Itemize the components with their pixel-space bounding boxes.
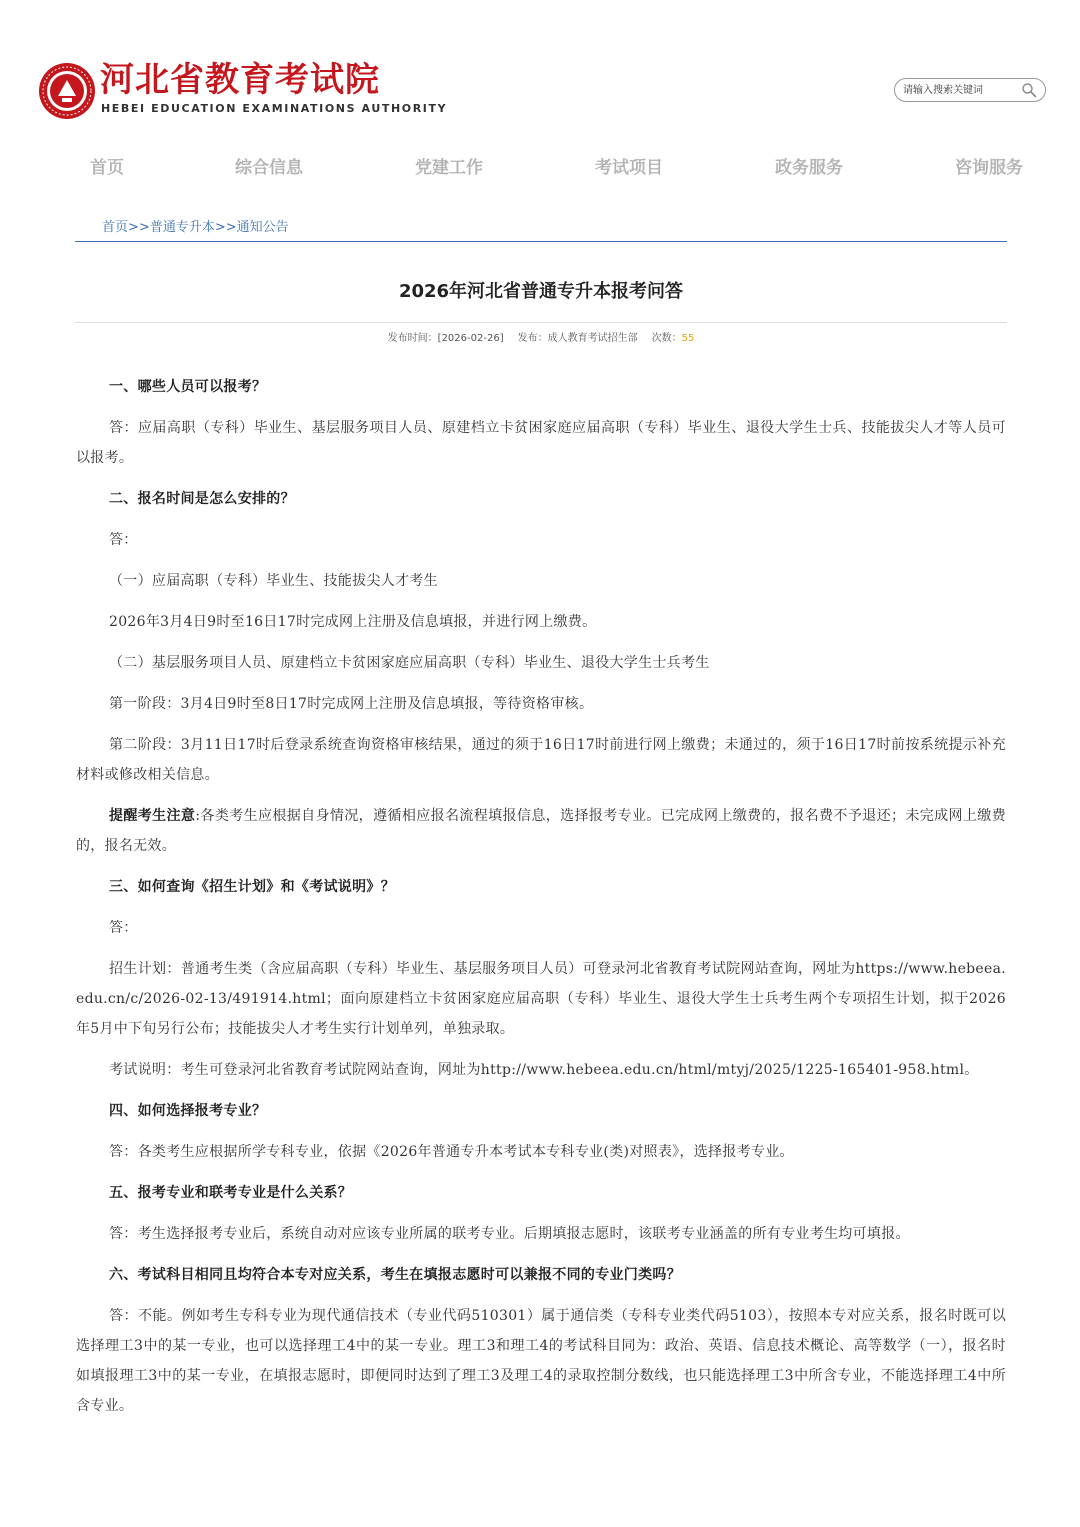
answer-3-label: 答： [109, 920, 138, 936]
question-1: 一、哪些人员可以报考？ [109, 379, 267, 395]
nav-consulting-services[interactable]: 咨询服务 [955, 158, 1023, 178]
title-divider [75, 322, 1007, 323]
reminder-label: 提醒考生注意 [109, 808, 196, 824]
answer-2-label: 答： [109, 532, 138, 548]
answer-1: 答：应届高职（专科）毕业生、基层服务项目人员、原建档立卡贫困家庭应届高职（专科）毕业生、退役大学生士兵、技能拔尖人才等人员可以报考。 [76, 420, 1006, 466]
answer-5: 答：考生选择报考专业后，系统自动对应该专业所属的联考专业。后期填报志愿时，该联考专业涵盖的所有专业考生均可填报。 [109, 1226, 910, 1242]
reminder-text: :各类考生应根据自身情况，遵循相应报名流程填报信息，选择报考专业。已完成网上缴费的，报名费不予退还；未完成网上缴费的，报名无效。 [76, 808, 1006, 854]
site-header [0, 0, 1080, 130]
authority-seal-logo[interactable] [38, 62, 96, 120]
publisher-label: 发布： [517, 333, 548, 344]
breadcrumb [102, 218, 289, 238]
article-body [76, 372, 1006, 1432]
main-nav [0, 150, 1080, 186]
question-6: 六、考试科目相同且均符合本专对应关系，考生在填报志愿时可以兼报不同的专业门类吗？ [109, 1267, 681, 1283]
answer-3-exam-description: 考试说明：考生可登录河北省教育考试院网站查询，网址为http://www.hebeea.edu.cn/html/mtyj/2025/1225-165401-958.html。 [109, 1062, 979, 1078]
publisher: 成人教育考试招生部 [547, 333, 638, 344]
search-box [894, 78, 1046, 102]
nav-government-services[interactable]: 政务服务 [775, 158, 843, 178]
nav-party-work[interactable]: 党建工作 [415, 158, 483, 178]
question-5: 五、报考专业和联考专业是什么关系？ [109, 1185, 353, 1201]
answer-2-stage-1: 第一阶段：3月4日9时至8日17时完成网上注册及信息填报，等待资格审核。 [109, 696, 594, 712]
search-icon[interactable] [1021, 82, 1037, 98]
view-count-label: 次数： [651, 333, 682, 344]
answer-2-group-1-time: 2026年3月4日9时至16日17时完成网上注册及信息填报，并进行网上缴费。 [109, 614, 597, 630]
publish-time-label: 发布时间： [387, 333, 438, 344]
question-3: 三、如何查询《招生计划》和《考试说明》？ [109, 879, 395, 895]
answer-2-group-1: （一）应届高职（专科）毕业生、技能拔尖人才考生 [109, 573, 438, 589]
search-input[interactable] [903, 81, 1021, 99]
breadcrumb-separator: >> [214, 220, 237, 235]
article-title: 2026年河北省普通专升本报考问答 [398, 281, 684, 302]
nav-home[interactable]: 首页 [90, 158, 124, 178]
site-title-english: HEBEI EDUCATION EXAMINATIONS AUTHORITY [101, 102, 448, 115]
answer-2-stage-2: 第二阶段：3月11日17时后登录系统查询资格审核结果，通过的须于16日17时前进行网上缴费；未通过的，须于16日17时前按系统提示补充材料或修改相关信息。 [76, 737, 1006, 783]
view-count: 55 [681, 333, 695, 344]
breadcrumb-home[interactable]: 首页 [102, 220, 129, 235]
article-meta [75, 330, 1007, 348]
publish-time: [2026-02-26] [437, 333, 504, 344]
answer-6: 答：不能。例如考生专科专业为现代通信技术（专业代码510301）属于通信类（专科专业类代码5103），按照本专对应关系，报名时既可以选择理工3中的某一专业，也可以选择理工4中的某一专业。理工3和理工4的考试科目同为：政治、英语、信息技术概论、高等数学（一），报名时如填报理工3中的某一专业，在填报志愿时，即便同时达到了理工3及理工4的录取控制分数线，也只能选择理工3中所含专业，不能选择理工4中所含专业。 [76, 1308, 1006, 1414]
nav-exam-programs[interactable]: 考试项目 [595, 158, 663, 178]
answer-4: 答：各类考生应根据所学专科专业，依据《2026年普通专升本考试本专科专业(类)对照表》，选择报考专业。 [109, 1144, 794, 1160]
nav-general-info[interactable]: 综合信息 [235, 158, 303, 178]
breadcrumb-notices[interactable]: 通知公告 [236, 220, 289, 235]
site-title[interactable]: 河北省教育考试院 [100, 60, 380, 100]
answer-3-plan: 招生计划：普通考生类（含应届高职（专科）毕业生、基层服务项目人员）可登录河北省教育考试院网站查询，网址为https://www.hebeea.edu.cn/c/2026-02-13/491914.html；面向原建档立卡贫困家庭应届高职（专科）毕业生、退役大学生士兵考生两个专项招生计划，拟于2026年5月中下旬另行公布；技能拔尖人才考生实行计划单列，单独录取。 [76, 961, 1006, 1037]
breadcrumb-upgrade-exam[interactable]: 普通专升本 [149, 220, 215, 235]
answer-2-group-2: （二）基层服务项目人员、原建档立卡贫困家庭应届高职（专科）毕业生、退役大学生士兵考生 [109, 655, 710, 671]
question-2: 二、报名时间是怎么安排的？ [109, 491, 295, 507]
reminder [76, 801, 1006, 861]
breadcrumb-separator: >> [128, 220, 150, 235]
question-4: 四、如何选择报考专业？ [109, 1103, 267, 1119]
breadcrumb-divider [75, 241, 1007, 242]
